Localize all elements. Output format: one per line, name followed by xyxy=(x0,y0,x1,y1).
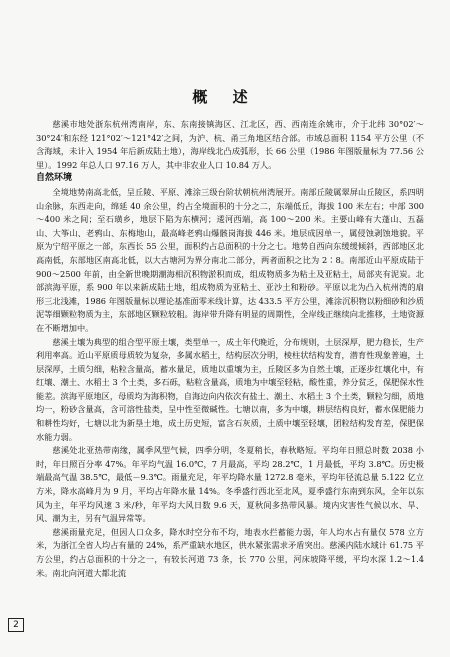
article-body xyxy=(36,118,424,580)
page-number: 2 xyxy=(8,618,24,632)
paragraph: 慈溪雨量充足，但因人口众多，降水时空分布不均，地表水拦蓄能力弱，年人均水占有量仅 578 立方米，为浙江全省人均占有量的 24%，系严重缺水地区，供水紧张需求矛盾突出。慈溪内陆水域计 61.75 平方公里，约占总面积的十分之一，有较长河道 73 条，长 770 公里，河床坡降平缓，平均水深 1.2～1.4 米。南北向河道大都北流 xyxy=(36,526,424,578)
paragraph: 慈溪市地处浙东杭州湾南岸，东、东南接镇海区、江北区，西、西南连余姚市，介于北纬 30°02′～30°24′和东经 121°02′～121°42′之间，为沪、杭、甬三角地区结合部。市域总面积 1154 平方公里（不含海域，未计入 1954 年后新成陆土地），海岸线北凸成弧形，长 66 公里（1986 年图版量标为 77.56 公里）。1992 年总人口 97.16 万人，其中非农业人口 10.84 万人。 xyxy=(36,119,424,170)
paragraph: 慈溪土壤为典型的组合型平原土壤，类型单一，成土年代晚近，分布规则，土层深厚，肥力稳长，生产利用率高。近山平原质母质较为复杂，多属水稻土，结构层次分明，棱柱状结构发育，潜育性现象普遍，土层深厚，土质匀细，粘粒含量高，蓄水量足，质地以重壤为主，丘陵区多为自然土壤，正逐步红壤化中，有红壤、潮土、水稻土 3 个土类，多石砾，粘粒含量高，质地为中壤至轻粘，酸性重，养分贫乏，保肥保水性能差。滨海平原地区，母质均为海积物，自海边向内依次有盐土、潮土、水稻土 3 个土类，颗粒匀细，质地均一，粉砂含量高，含可溶性盐类，呈中性至微碱性。七塘以南，多为中壤，耕层结构良好，蓄水保肥能力和耕性均好，七塘以北为新垦土地，成土历史短，富含石灰质，土质中壤至轻壤，团粒结构发育差，保肥保水能力弱。 xyxy=(36,336,424,442)
paragraph: 慈溪处北亚热带南缘，属季风型气候，四季分明，冬夏稍长，春秋略短。平均年日照总时数 2038 小时，年日照百分率 47%。年平均气温 16.0℃，7 月最高，平均 28.2℃，1 月最低，平均 3.8℃。历史极端最高气温 38.5℃，最低－9.3℃。雨量充足，年平均降水量 1272.8 毫米，平均年径流总量 5.122 亿立方米，降水高峰月为 9 月，平均占年降水量 14%。冬季盛行西北至北风，夏季盛行东南到东风，全年以东风为主，年平均风速 3 米/秒，年平均大风日数 9.6 天，夏秋间多热带风暴。境内灾害性气候以水、旱、风、潮为主，另有气温异常等。 xyxy=(36,445,424,524)
page-title: 概 述 xyxy=(192,88,258,106)
section-heading: 自然环境 xyxy=(36,173,73,184)
paragraph: 全境地势南高北低，呈丘陵、平原、滩涂三级台阶状朝杭州湾展开。南部丘陵属翠屏山丘陵区，系四明山余脉，东西走向，绵延 40 余公里，约占全境面积的十分之二，东端低丘，海拔 100 米左右；中部 300～400 米之间；至石璜乡，地层下陷为东横河；逶河西端，高 100～200 米。主要山峰有大蓬山、五磊山、大筝山、老鸦山、东梅地山，最高峰老鸦山爆骸岗海拔 446 米。地层成因单一，属侵蚀剥蚀地貌。平原为宁绍平原之一部，东西长 55 公里，面积约占总面积的十分之七。地势自西向东缓缓倾斜，西部地区北高南低，东部地区南高北低，以大古塘河为界分南北二部分，两者面积之比为 2∶8。南部近山平原成陆于 900～2500 年前，由全新世晚期潮海相沉积物淤积而成，组成物质多为粘土及亚粘土，局部夹有泥炭。北部滨海平原，系 900 年以来新成陆土地，组成物质为亚粘土、亚沙土和粉砂。平原以北为凸入杭州湾的扇形三北浅滩，1986 年图版量标以理论基准面零米线计算，达 433.5 平方公里，滩涂沉积物以粉细砂和沙质泥等细颗粒物质为主，东部地区颗粒较粗。海岸带升降有明显的周期性，全岸线正继续向北推移，土地资源在不断增加中。 xyxy=(36,186,424,333)
